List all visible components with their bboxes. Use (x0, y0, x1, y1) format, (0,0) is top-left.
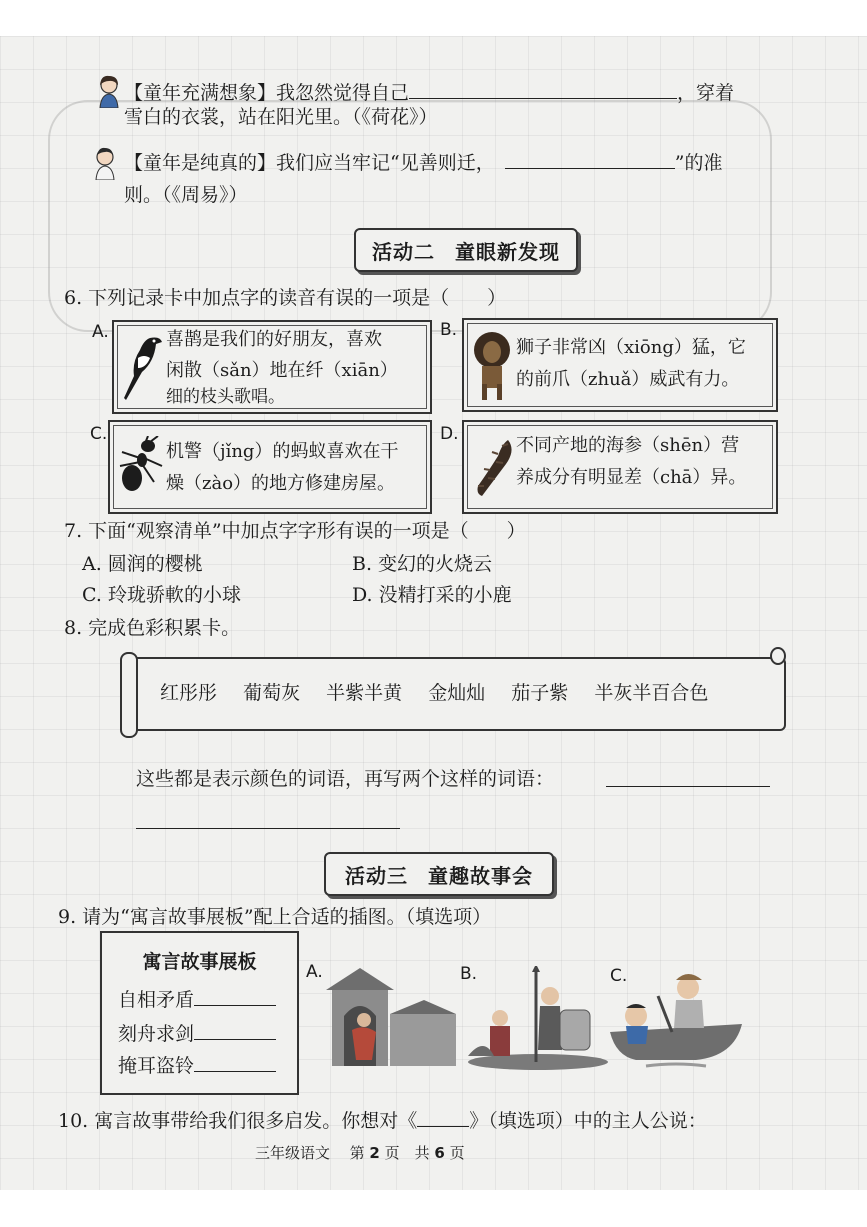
q6-stem: 6. 下列记录卡中加点字的读音有误的一项是（ ） (64, 287, 507, 309)
passage-line-3: 【童年是纯真的】我们应当牢记“见善则迁， ”的准 (124, 148, 722, 176)
q7-option-b[interactable]: B. 变幻的火烧云 (352, 553, 493, 575)
color-word: 葡萄灰 (243, 682, 301, 704)
blank-answer-1[interactable] (409, 78, 677, 99)
q6-card-b-line-1: 狮子非常凶（xiōng）猛，它 (516, 337, 746, 358)
board-row-2: 刻舟求剑 (118, 1019, 276, 1046)
color-word: 半灰半百合色 (594, 682, 709, 704)
activity-2-banner: 活动二 童眼新发现 (354, 228, 578, 272)
board-row-3: 掩耳盗铃 (118, 1051, 276, 1078)
activity-3-banner: 活动三 童趣故事会 (324, 852, 554, 896)
q6-card-d-line-1: 不同产地的海参（shēn）营 (516, 435, 740, 456)
q6-card-c-line-2: 燥（zào）的地方修建房屋。 (166, 473, 396, 494)
color-word: 半紫半黄 (326, 682, 403, 704)
scroll-curl-left (120, 652, 138, 738)
board-title: 寓言故事展板 (142, 951, 257, 973)
picture-b-letter: B. (460, 964, 478, 984)
q6-card-d[interactable] (462, 420, 778, 514)
q6-card-a[interactable] (112, 320, 432, 414)
q7-option-d[interactable]: D. 没精打采的小鹿 (352, 584, 512, 606)
q6-option-a-letter: A. (92, 322, 109, 342)
q6-option-b-letter: B. (440, 320, 458, 340)
color-word: 茄子紫 (511, 682, 569, 704)
page-top-margin (0, 0, 867, 36)
boy-avatar-icon (92, 146, 118, 180)
q6-card-a-line-2: 闲散（sǎn）地在纤（xiān） (166, 360, 398, 381)
color-word-list (160, 678, 708, 705)
q10-answer-blank[interactable] (417, 1106, 469, 1127)
boat-sword-illustration[interactable] (606, 966, 746, 1070)
q6-card-d-line-2: 养成分有明显差（chā）异。 (516, 467, 747, 488)
blank-answer-2[interactable] (505, 148, 675, 169)
footer-page-number: 2 (369, 1144, 380, 1162)
picture-c-letter: C. (610, 966, 628, 986)
q6-option-d-letter: D. (440, 424, 459, 444)
tag-childhood-imagination: 【童年充满想象】 (124, 82, 277, 104)
q6-option-c-letter: C. (90, 424, 108, 444)
board-blank-2[interactable] (194, 1019, 276, 1040)
board-blank-3[interactable] (194, 1051, 276, 1072)
q6-card-c[interactable] (108, 420, 432, 514)
passage-line-1: 【童年充满想象】我忽然觉得自己 ，穿着 (124, 78, 734, 106)
q8-answer-blank-2[interactable] (136, 808, 400, 829)
fable-display-board (100, 931, 299, 1095)
q9-stem: 9. 请为“寓言故事展板”配上合适的插图。（填选项） (58, 906, 492, 928)
page-footer: 三年级语文 第 2 页 共 6 页 (255, 1144, 465, 1162)
color-word: 金灿灿 (428, 682, 486, 704)
passage-line-2: 雪白的衣裳，站在阳光里。（《荷花》） (124, 106, 438, 128)
spear-shield-seller-illustration[interactable] (464, 966, 612, 1070)
ant-icon (114, 436, 166, 498)
q7-stem: 7. 下面“观察清单”中加点字字形有误的一项是（ ） (64, 520, 526, 542)
q8-prompt: 这些都是表示颜色的词语，再写两个这样的词语： (136, 768, 555, 790)
q6-card-c-line-1: 机警（jǐng）的蚂蚁喜欢在干 (166, 441, 399, 462)
lion-icon (470, 328, 514, 402)
q6-card-a-line-1: 喜鹊是我们的好朋友，喜欢 (166, 329, 382, 350)
q6-card-b[interactable] (462, 318, 778, 412)
well-gate-thief-illustration[interactable] (320, 960, 460, 1072)
page-bottom-margin (0, 1190, 867, 1227)
q8-stem: 8. 完成色彩积累卡。 (64, 617, 241, 639)
board-blank-1[interactable] (194, 985, 276, 1006)
q7-option-a[interactable]: A. 圆润的樱桃 (82, 553, 203, 575)
passage-line-4: 则。（《周易》） (124, 184, 248, 206)
tag-childhood-innocent: 【童年是纯真的】 (124, 152, 277, 174)
footer-total-pages: 6 (434, 1144, 445, 1162)
picture-a-letter: A. (306, 962, 323, 982)
q6-card-a-line-3: 细的枝头歌唱。 (166, 387, 285, 407)
q8-answer-blank-1[interactable] (606, 766, 770, 787)
q7-option-c[interactable]: C. 玲珑骄軟的小球 (82, 584, 241, 606)
scroll-curl-right (770, 647, 786, 665)
color-word: 红彤彤 (160, 682, 218, 704)
magpie-icon (120, 328, 164, 404)
board-row-1: 自相矛盾 (118, 985, 276, 1012)
sea-cucumber-icon (472, 436, 518, 500)
q10-stem: 10. 寓言故事带给我们很多启发。你想对《 》（填选项）中的主人公说： (58, 1106, 707, 1134)
girl-avatar-icon (96, 74, 122, 108)
q6-card-b-line-2: 的前爪（zhuǎ）威武有力。 (516, 369, 740, 390)
footer-subject: 三年级语文 (255, 1144, 331, 1162)
